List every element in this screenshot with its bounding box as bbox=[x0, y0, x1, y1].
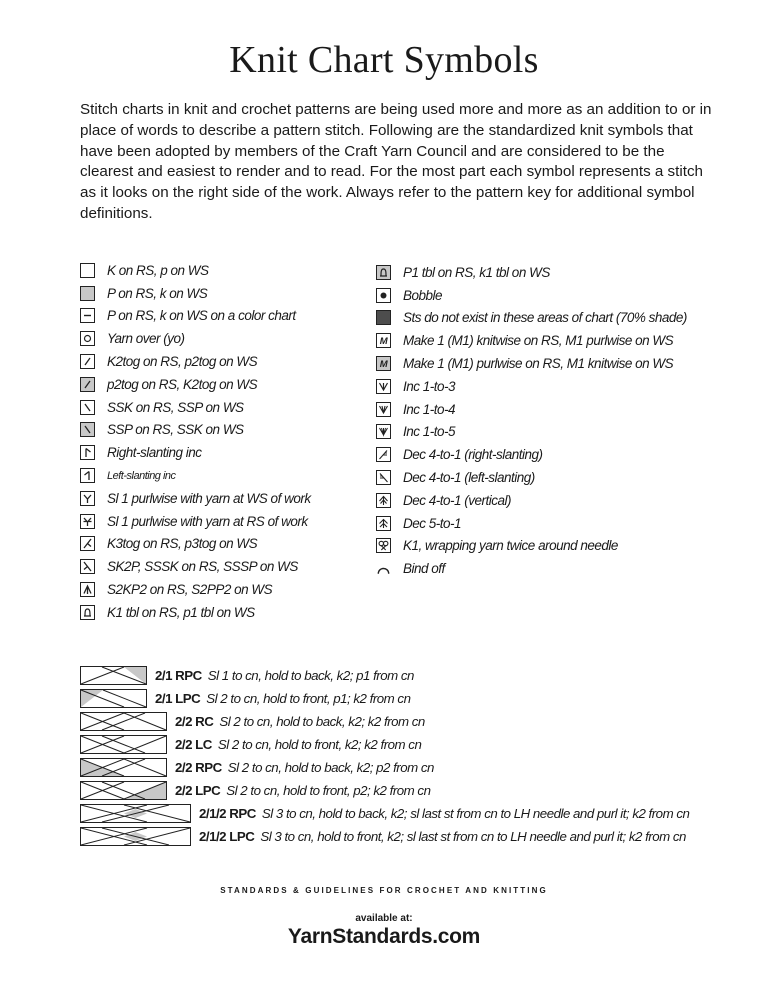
symbol-row bbox=[376, 398, 706, 421]
symbol-label: Dec 4-to-1 (vertical) bbox=[403, 492, 512, 508]
symbol-row bbox=[80, 419, 380, 442]
cable-2-2-rc-icon bbox=[80, 712, 167, 731]
k1-tbl-icon bbox=[80, 605, 95, 620]
dec-4-right-icon bbox=[376, 447, 391, 462]
symbol-row bbox=[376, 261, 706, 284]
symbols-left-column bbox=[80, 259, 380, 624]
symbol-label: S2KP2 on RS, S2PP2 on WS bbox=[107, 582, 273, 598]
symbol-label: SSP on RS, SSK on WS bbox=[107, 422, 244, 438]
symbol-label: Right-slanting inc bbox=[107, 445, 202, 461]
circle-square-icon bbox=[80, 331, 95, 346]
m-gray-square-icon bbox=[376, 356, 391, 371]
symbol-label: K1, wrapping yarn twice around needle bbox=[403, 538, 618, 554]
cable-description: Sl 2 to cn, hold to front, p1; k2 from cn bbox=[206, 691, 411, 706]
symbol-label: P on RS, k on WS bbox=[107, 285, 208, 301]
footer-available-label: available at: bbox=[355, 913, 413, 924]
s2kp2-icon bbox=[80, 582, 95, 597]
footer-url-link[interactable]: YarnStandards.com bbox=[287, 925, 481, 948]
symbol-row bbox=[80, 327, 380, 350]
cable-2-1-lpc-icon bbox=[80, 689, 147, 708]
symbol-row bbox=[80, 533, 380, 556]
k3tog-icon bbox=[80, 536, 95, 551]
symbol-label: Inc 1-to-4 bbox=[403, 401, 456, 417]
cable-2-1-2-rpc-icon bbox=[80, 804, 191, 823]
symbol-label: SK2P, SSSK on RS, SSSP on WS bbox=[107, 559, 298, 575]
m-square-icon bbox=[376, 333, 391, 348]
inc-1-to-5-icon bbox=[376, 424, 391, 439]
right-slash-gray-square-icon bbox=[80, 377, 95, 392]
symbol-row bbox=[80, 510, 380, 533]
dash-square-icon bbox=[80, 308, 95, 323]
cable-description: Sl 2 to cn, hold to back, k2; k2 from cn bbox=[219, 714, 425, 729]
symbol-label: Left-slanting inc bbox=[107, 469, 176, 482]
cable-description: Sl 2 to cn, hold to back, k2; p2 from cn bbox=[227, 760, 434, 775]
symbol-row bbox=[376, 535, 706, 558]
bind-off-arc-icon bbox=[376, 561, 391, 576]
cable-row bbox=[80, 825, 720, 848]
symbol-row bbox=[80, 305, 380, 328]
cable-2-2-rpc-icon bbox=[80, 758, 167, 777]
symbol-row bbox=[376, 307, 706, 330]
page-title: Knit Chart Symbols bbox=[229, 39, 539, 81]
symbol-label: Make 1 (M1) knitwise on RS, M1 purlwise on WS bbox=[403, 333, 674, 349]
symbol-label: K2tog on RS, p2tog on WS bbox=[107, 354, 258, 370]
symbol-label: Dec 4-to-1 (left-slanting) bbox=[403, 470, 535, 486]
cable-name: 2/2 RPC bbox=[175, 760, 222, 775]
cable-name: 2/1/2 RPC bbox=[199, 806, 256, 821]
symbol-label: Yarn over (yo) bbox=[107, 331, 185, 347]
symbol-label: p2tog on RS, K2tog on WS bbox=[107, 376, 258, 392]
symbol-row bbox=[376, 466, 706, 489]
intro-paragraph: Stitch charts in knit and crochet patterns are being used more and more as an addition to or in place of words to describe a pattern stitch. Following are the standardized knit symbols that have been adopted by members of the Craft Yarn Council and are considered to be the clearest and easiest to render and to read. For the most part each symbol represents a stitch as it looks on the right side of the work. Always refer to the pattern key for additional symbol definitions. bbox=[80, 101, 712, 222]
sk2p-icon bbox=[80, 559, 95, 574]
cable-row bbox=[80, 802, 720, 825]
left-slash-gray-square-icon bbox=[80, 422, 95, 437]
cable-row bbox=[80, 664, 720, 687]
symbol-label: SSK on RS, SSP on WS bbox=[107, 399, 244, 415]
footer-standards-line: STANDARDS & GUIDELINES FOR CROCHET AND KNITTING bbox=[220, 886, 548, 895]
symbols-right-column bbox=[376, 261, 706, 580]
k1-wrap-twice-icon bbox=[376, 538, 391, 553]
symbol-row bbox=[80, 555, 380, 578]
slip-ws-icon bbox=[80, 491, 95, 506]
right-slash-square-icon bbox=[80, 354, 95, 369]
cable-name: 2/2 RC bbox=[175, 714, 214, 729]
symbol-label: Inc 1-to-3 bbox=[403, 378, 456, 394]
bobble-icon bbox=[376, 288, 391, 303]
cable-description: Sl 2 to cn, hold to front, p2; k2 from cn bbox=[226, 783, 431, 798]
cable-description: Sl 3 to cn, hold to back, k2; sl last st from cn to LH needle and purl it; k2 from cn bbox=[261, 806, 690, 821]
cable-name: 2/1/2 LPC bbox=[199, 829, 255, 844]
symbol-label: Sts do not exist in these areas of chart (70% shade) bbox=[403, 310, 687, 326]
symbol-row bbox=[80, 350, 380, 373]
symbol-label: Sl 1 purlwise with yarn at WS of work bbox=[107, 490, 311, 506]
symbol-label: K3tog on RS, p3tog on WS bbox=[107, 536, 258, 552]
symbol-row bbox=[80, 464, 380, 487]
symbol-label: Dec 5-to-1 bbox=[403, 515, 462, 531]
symbol-label: Inc 1-to-5 bbox=[403, 424, 456, 440]
symbol-row bbox=[376, 284, 706, 307]
symbol-label: K on RS, p on WS bbox=[107, 262, 209, 278]
symbol-label: Bind off bbox=[403, 561, 445, 577]
svg-text:M: M bbox=[379, 336, 388, 348]
left-slash-square-icon bbox=[80, 400, 95, 415]
gray-square-icon bbox=[80, 286, 95, 301]
cable-row bbox=[80, 710, 720, 733]
symbol-row bbox=[376, 375, 706, 398]
inc-1-to-4-icon bbox=[376, 402, 391, 417]
symbol-label: K1 tbl on RS, p1 tbl on WS bbox=[107, 604, 255, 620]
p1-tbl-icon bbox=[376, 265, 391, 280]
cable-name: 2/2 LC bbox=[175, 737, 212, 752]
symbol-row bbox=[80, 441, 380, 464]
symbol-label: P1 tbl on RS, k1 tbl on WS bbox=[403, 264, 550, 280]
empty-square-icon bbox=[80, 263, 95, 278]
symbol-label: Dec 4-to-1 (right-slanting) bbox=[403, 447, 543, 463]
symbol-label: Make 1 (M1) purlwise on RS, M1 knitwise on WS bbox=[403, 356, 674, 372]
symbol-row bbox=[376, 557, 706, 580]
symbol-row bbox=[376, 443, 706, 466]
symbol-label: Bobble bbox=[403, 287, 443, 303]
cable-2-1-2-lpc-icon bbox=[80, 827, 191, 846]
symbol-row bbox=[376, 512, 706, 535]
symbol-row bbox=[376, 352, 706, 375]
symbol-row bbox=[80, 487, 380, 510]
cable-description: Sl 1 to cn, hold to back, k2; p1 from cn bbox=[207, 668, 414, 683]
right-slanting-inc-icon bbox=[80, 445, 95, 460]
symbol-row bbox=[80, 578, 380, 601]
symbol-label: Sl 1 purlwise with yarn at RS of work bbox=[107, 513, 308, 529]
cable-row bbox=[80, 756, 720, 779]
cable-symbols-list bbox=[80, 664, 720, 848]
symbol-row bbox=[80, 396, 380, 419]
cable-description: Sl 2 to cn, hold to front, k2; k2 from cn bbox=[217, 737, 422, 752]
left-slanting-inc-icon bbox=[80, 468, 95, 483]
cable-row bbox=[80, 687, 720, 710]
cable-2-2-lc-icon bbox=[80, 735, 167, 754]
inc-1-to-3-icon bbox=[376, 379, 391, 394]
symbol-row bbox=[376, 489, 706, 512]
dec-4-left-icon bbox=[376, 470, 391, 485]
slip-rs-icon bbox=[80, 514, 95, 529]
cable-name: 2/1 RPC bbox=[155, 668, 202, 683]
cable-name: 2/2 LPC bbox=[175, 783, 221, 798]
cable-2-1-rpc-icon bbox=[80, 666, 147, 685]
cable-description: Sl 3 to cn, hold to front, k2; sl last st from cn to LH needle and purl it; k2 from cn bbox=[260, 829, 686, 844]
symbol-row bbox=[80, 259, 380, 282]
cable-name: 2/1 LPC bbox=[155, 691, 201, 706]
cable-2-2-lpc-icon bbox=[80, 781, 167, 800]
dec-4-vertical-icon bbox=[376, 493, 391, 508]
dec-5-icon bbox=[376, 516, 391, 531]
no-stitch-dark-square-icon bbox=[376, 310, 391, 325]
cable-row bbox=[80, 733, 720, 756]
svg-text:M: M bbox=[379, 359, 388, 371]
symbol-row bbox=[80, 601, 380, 624]
symbol-row bbox=[376, 421, 706, 444]
symbol-row bbox=[376, 329, 706, 352]
symbol-label: P on RS, k on WS on a color chart bbox=[107, 308, 296, 324]
symbol-row bbox=[80, 282, 380, 305]
symbol-row bbox=[80, 373, 380, 396]
cable-row bbox=[80, 779, 720, 802]
